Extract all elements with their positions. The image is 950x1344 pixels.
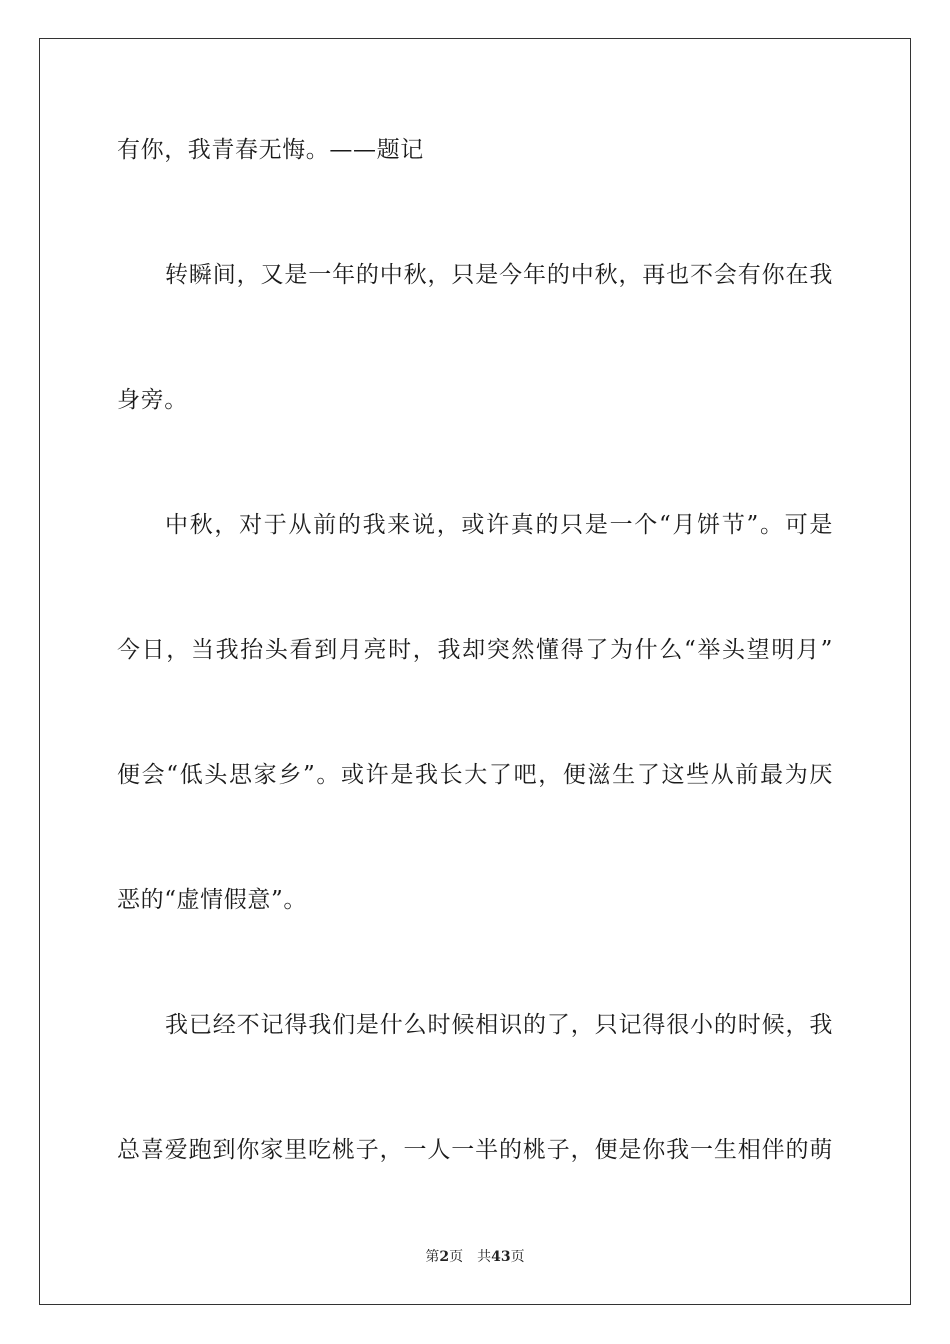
page-label-prefix: 第	[425, 1249, 440, 1265]
page-border	[39, 38, 911, 1305]
epigraph-line: 有你，我青春无悔。——题记	[117, 137, 424, 163]
page-number: 2	[439, 1249, 450, 1265]
paragraph-2-line-1: 中秋，对于从前的我来说，或许真的只是一个“月饼节”。可是	[165, 512, 833, 538]
page-footer	[0, 1248, 950, 1266]
page-label-suffix: 页	[449, 1249, 464, 1265]
paragraph-1-line-1: 转瞬间，又是一年的中秋，只是今年的中秋，再也不会有你在我	[165, 262, 833, 288]
total-pages: 43	[491, 1249, 511, 1265]
paragraph-2-line-2: 今日，当我抬头看到月亮时，我却突然懂得了为什么“举头望明月”	[117, 637, 833, 663]
paragraph-3-line-2: 总喜爱跑到你家里吃桃子，一人一半的桃子，便是你我一生相伴的萌	[117, 1137, 833, 1163]
total-label-prefix: 共	[477, 1249, 492, 1265]
paragraph-2-line-4: 恶的“虚情假意”。	[117, 887, 307, 913]
paragraph-3-line-1: 我已经不记得我们是什么时候相识的了，只记得很小的时候，我	[165, 1012, 833, 1038]
paragraph-1-line-2: 身旁。	[117, 387, 188, 413]
total-label-suffix: 页	[510, 1249, 525, 1265]
paragraph-2-line-3: 便会“低头思家乡”。或许是我长大了吧，便滋生了这些从前最为厌	[117, 762, 833, 788]
